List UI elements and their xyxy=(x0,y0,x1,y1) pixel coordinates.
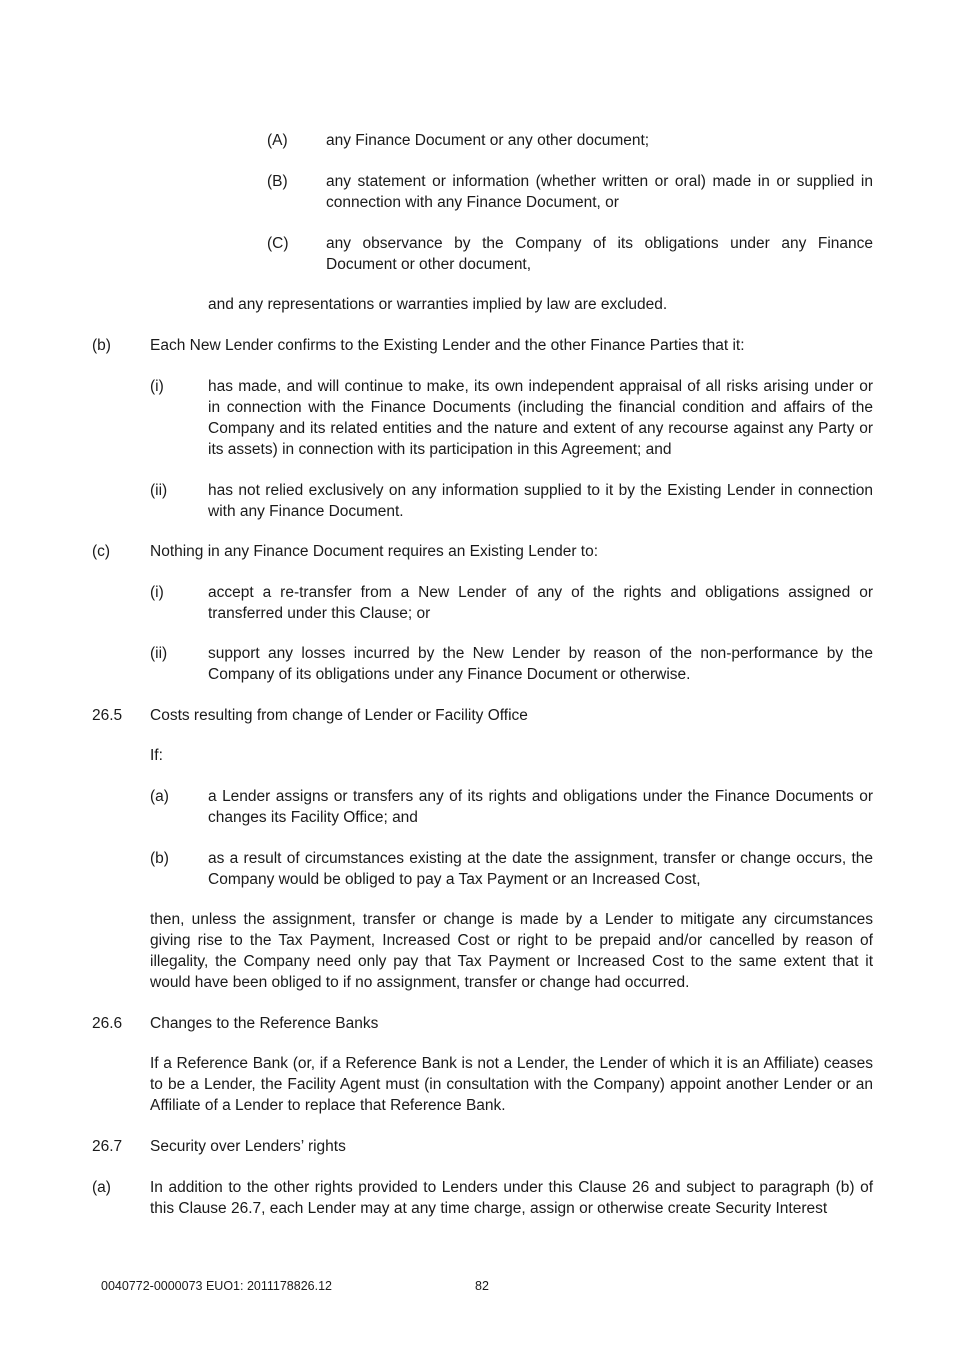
section-26-5-if: If: xyxy=(150,747,163,764)
para-b-item-ii-text: has not relied exclusively on any information supplied to it by the Existing Lender in connection with any Finance Document. xyxy=(208,482,873,520)
section-26-7-item-a-label: (a) xyxy=(92,1179,111,1196)
subitem-label-b: (B) xyxy=(267,173,288,190)
para-c-item-i-label: (i) xyxy=(150,584,164,601)
excluded-text: and any representations or warranties implied by law are excluded. xyxy=(208,296,668,313)
section-26-5-item-a-label: (a) xyxy=(150,788,169,805)
subitem-label-c: (C) xyxy=(267,235,289,252)
section-26-7-item-a-text: In addition to the other rights provided to Lenders under this Clause 26 and subject to paragraph (b) of this Clause 26.7, each Lender may at any time charge, assign or otherwise create Security Interest xyxy=(150,1179,873,1217)
para-c-item-ii-label: (ii) xyxy=(150,645,168,662)
para-b-item-i-label: (i) xyxy=(150,378,164,395)
section-26-5-then-text: then, unless the assignment, transfer or change is made by a Lender to mitigate any circumstances giving rise to the Tax Payment, Increased Cost or right to be prepaid and/or cancelled by reason of illegality, the Company need only pay that Tax Payment or Increased Cost to the same extent that it would have been obliged to if no assignment, transfer or change had occurred. xyxy=(150,911,873,991)
para-c-text: Nothing in any Finance Document requires an Existing Lender to: xyxy=(150,543,599,560)
para-c-item-ii-text: support any losses incurred by the New Lender by reason of the non-performance by the Company of its obligations under any Finance Document or otherwise. xyxy=(208,645,873,683)
section-26-7-title: Security over Lenders’ rights xyxy=(150,1138,346,1155)
subitem-text-b: any statement or information (whether written or oral) made in or supplied in connection with any Finance Document, or xyxy=(326,173,873,211)
subitem-label-a: (A) xyxy=(267,132,288,149)
section-26-7-number: 26.7 xyxy=(92,1138,123,1155)
subitem-text-c: any observance by the Company of its obligations under any Finance Document or other document, xyxy=(326,235,873,273)
section-26-5-item-a-text: a Lender assigns or transfers any of its rights and obligations under the Finance Documents or changes its Facility Office; and xyxy=(208,788,873,826)
subitem-text-a: any Finance Document or any other document; xyxy=(326,132,650,149)
section-26-6-number: 26.6 xyxy=(92,1015,123,1032)
para-b-item-ii-label: (ii) xyxy=(150,482,168,499)
para-b-label: (b) xyxy=(92,337,111,354)
section-26-6-text: If a Reference Bank (or, if a Reference Bank is not a Lender, the Lender of which it is an Affiliate) ceases to be a Lender, the Facility Agent must (in consultation with the Company) appoint another Lender or an Affiliate of a Lender to replace that Reference Bank. xyxy=(150,1055,873,1114)
section-26-5-item-b-label: (b) xyxy=(150,850,169,867)
para-c-label: (c) xyxy=(92,543,111,560)
section-26-6-title: Changes to the Reference Banks xyxy=(150,1015,379,1032)
footer-doc-ref: 0040772-0000073 EUO1: 2011178826.12 xyxy=(101,1279,332,1293)
footer-page-number: 82 xyxy=(475,1279,489,1293)
section-26-5-item-b-text: as a result of circumstances existing at the date the assignment, transfer or change occurs, the Company would be obliged to pay a Tax Payment or an Increased Cost, xyxy=(208,850,873,888)
section-26-5-title: Costs resulting from change of Lender or Facility Office xyxy=(150,707,528,724)
para-c-item-i-text: accept a re-transfer from a New Lender of any of the rights and obligations assigned or transferred under this Clause; or xyxy=(208,584,873,622)
para-b-text: Each New Lender confirms to the Existing Lender and the other Finance Parties that it: xyxy=(150,337,745,354)
section-26-5-number: 26.5 xyxy=(92,707,123,724)
para-b-item-i-text: has made, and will continue to make, its own independent appraisal of all risks arising under or in connection with the Finance Documents (including the financial condition and affairs of the Company and its related entities and the nature and extent of any recourse against any Party or its assets) in connection with its participation in this Agreement; and xyxy=(208,378,873,458)
